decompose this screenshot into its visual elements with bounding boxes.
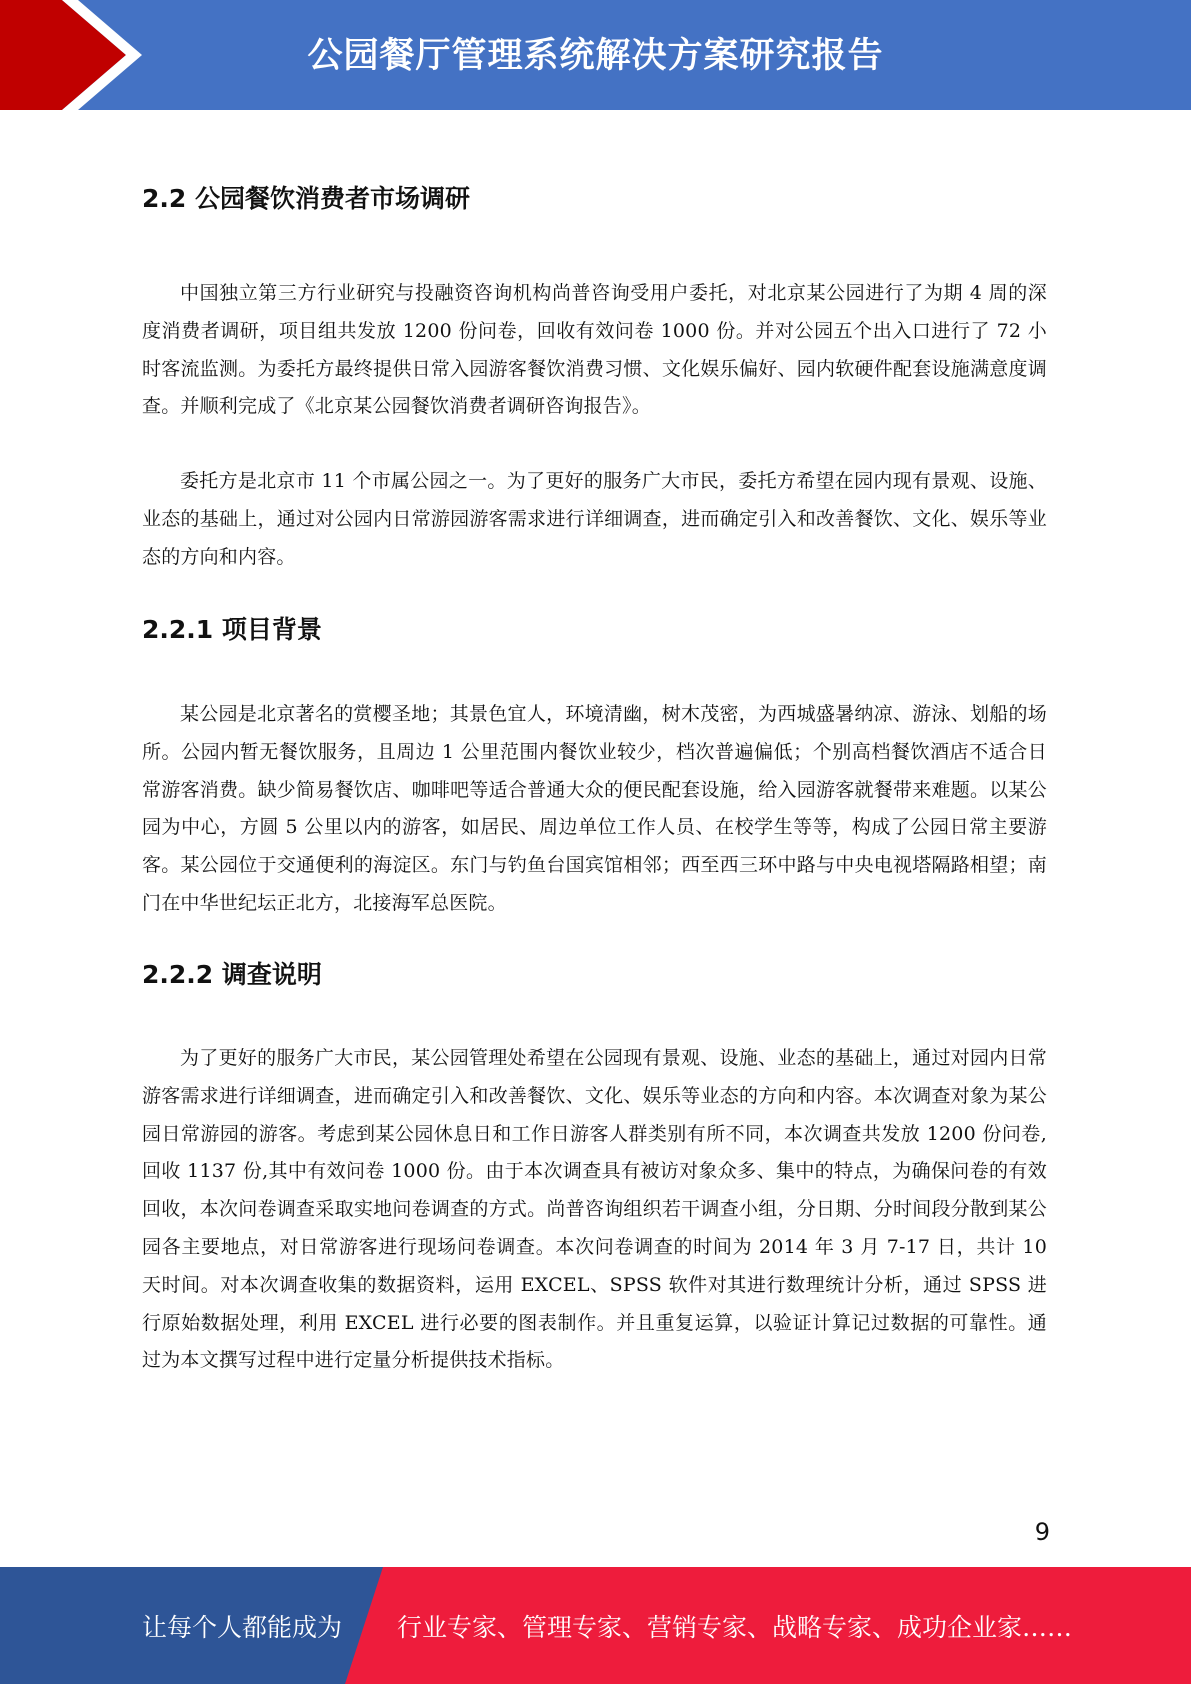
- header-banner: [0, 0, 1191, 110]
- footer-slogan-left: 让每个人都能成为: [142, 1612, 343, 1642]
- section-paragraph-1: 中国独立第三方行业研究与投融资咨询机构尚普咨询受用户委托，对北京某公园进行了为期 4 周的深度消费者调研，项目组共发放 1200 份问卷，回收有效问卷 1000 份。并对公园五个出入口进行了 72 小时客流监测。为委托方最终提供日常入园游客餐饮消费习惯、文化娱乐偏好、园内软硬件配套设施满意度调查。并顺利完成了《北京某公园餐饮消费者调研咨询报告》。: [142, 282, 1047, 418]
- background-paragraph: 某公园是北京著名的赏樱圣地；其景色宜人，环境清幽，树木茂密，为西城盛暑纳凉、游泳、划船的场所。公园内暂无餐饮服务，且周边 1 公里范围内餐饮业较少，档次普遍偏低；个别高档餐饮酒店不适合日常游客消费。缺少简易餐饮店、咖啡吧等适合普通大众的便民配套设施，给入园游客就餐带来难题。以某公园为中心，方圆 5 公里以内的游客，如居民、周边单位工作人员、在校学生等等，构成了公园日常主要游客。某公园位于交通便利的海淀区。东门与钓鱼台国宾馆相邻；西至西三环中路与中央电视塔隔路相望；南门在中华世纪坛正北方，北接海军总医院。: [142, 703, 1047, 914]
- subsection-heading-survey: 2.2.2 调查说明: [142, 960, 322, 989]
- document-title: 公园餐厅管理系统解决方案研究报告: [307, 35, 884, 76]
- section-paragraph-2: 委托方是北京市 11 个市属公园之一。为了更好的服务广大市民，委托方希望在园内现有景观、设施、业态的基础上，通过对公园内日常游园游客需求进行详细调查，进而确定引入和改善餐饮、文化、娱乐等业态的方向和内容。: [142, 470, 1047, 568]
- header-arrow-decoration: [0, 0, 160, 110]
- footer-slogan-right: 行业专家、管理专家、营销专家、战略专家、成功企业家……: [397, 1612, 1073, 1642]
- survey-paragraph: 为了更好的服务广大市民，某公园管理处希望在公园现有景观、设施、业态的基础上，通过对园内日常游客需求进行详细调查，进而确定引入和改善餐饮、文化、娱乐等业态的方向和内容。本次调查对象为某公园日常游园的游客。考虑到某公园休息日和工作日游客人群类别有所不同，本次调查共发放 1200 份问卷,回收 1137 份,其中有效问卷 1000 份。由于本次调查具有被访对象众多、集中的特点，为确保问卷的有效回收，本次问卷调查采取实地问卷调查的方式。尚普咨询组织若干调查小组，分日期、分时间段分散到某公园各主要地点，对日常游客进行现场问卷调查。本次问卷调查的时间为 2014 年 3 月 7-17 日，共计 10 天时间。对本次调查收集的数据资料，运用 EXCEL、SPSS 软件对其进行数理统计分析，通过 SPSS 进行原始数据处理，利用 EXCEL 进行必要的图表制作。并且重复运算，以验证计算记过数据的可靠性。通过为本文撰写过程中进行定量分析提供技术指标。: [142, 1047, 1047, 1372]
- page-number: 9: [1034, 1518, 1050, 1546]
- header-red-block: [0, 0, 126, 110]
- footer-banner: [0, 1567, 1191, 1684]
- subsection-heading-background: 2.2.1 项目背景: [142, 615, 322, 644]
- section-heading: 2.2 公园餐饮消费者市场调研: [142, 184, 470, 213]
